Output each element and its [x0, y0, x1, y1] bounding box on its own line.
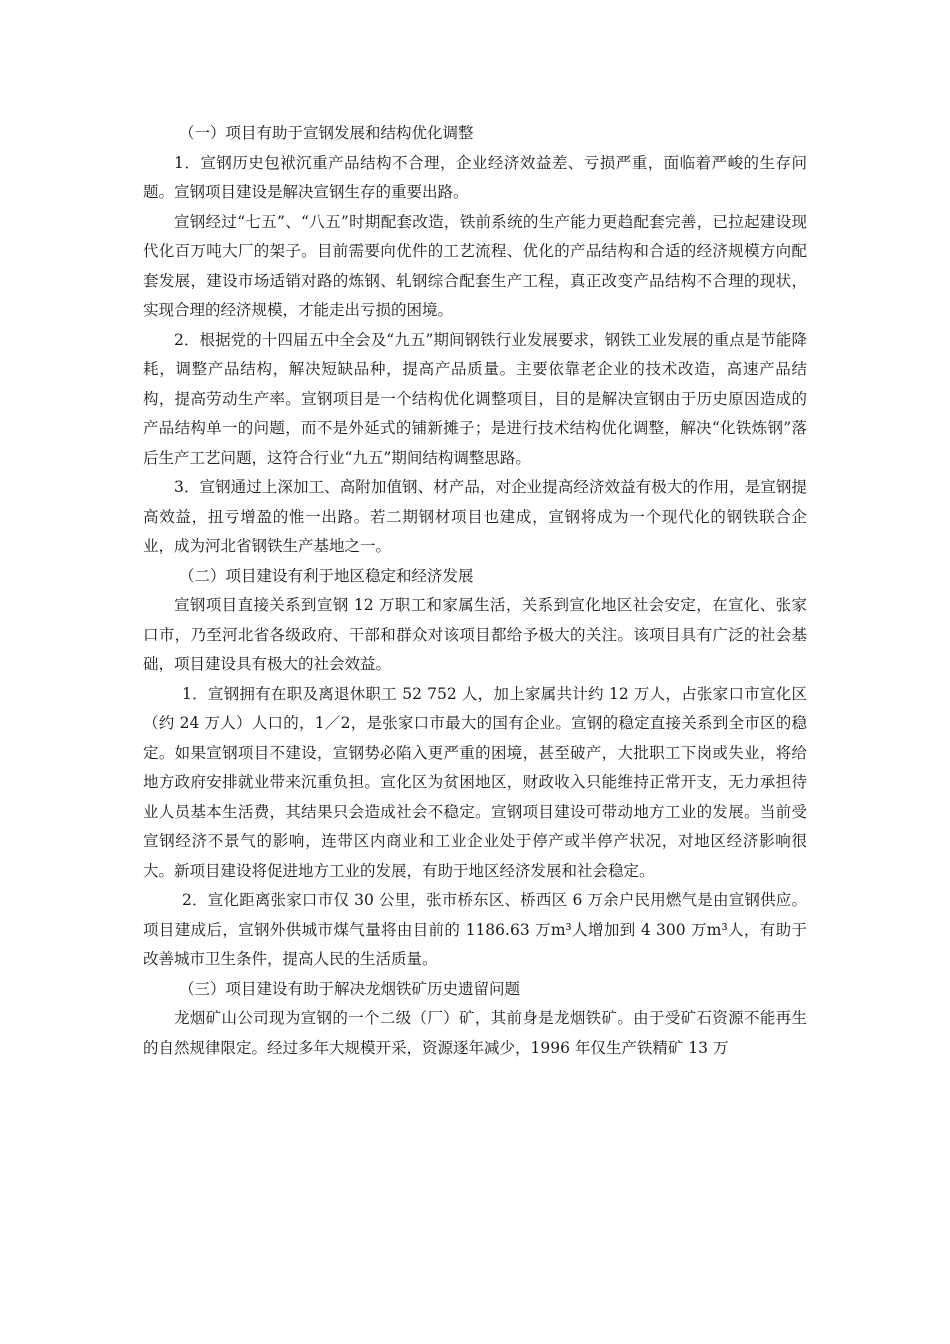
paragraph: 1．宣钢历史包袱沉重产品结构不合理，企业经济效益差、亏损严重，面临着严峻的生存问题。宣钢项目建设是解决宣钢生存的重要出路。 — [143, 153, 807, 201]
paragraph: 宣钢项目直接关系到宣钢 12 万职工和家属生活，关系到宣化地区社会安定，在宣化、张家口市，乃至河北省各级政府、干部和群众对该项目都给予极大的关注。该项目具有广泛的社会基础，项目建设具有极大的社会效益。 — [143, 596, 807, 673]
paragraph: 3．宣钢通过上深加工、高附加值钢、材产品，对企业提高经济效益有极大的作用，是宣钢提高效益，扭亏增盈的惟一出路。若二期钢材项目也建成，宣钢将成为一个现代化的钢铁联合企业，成为河北省钢铁生产基地之一。 — [143, 478, 807, 555]
section-heading-2: （二）项目建设有利于地区稳定和经济发展 — [179, 566, 474, 585]
section-heading-3: （三）项目建设有助于解决龙烟铁矿历史遗留问题 — [179, 979, 521, 998]
paragraph: 宣钢经过“七五”、“八五”时期配套改造，铁前系统的生产能力更趋配套完善，已拉起建设现代化百万吨大厂的架子。目前需要向优件的工艺流程、优化的产品结构和合适的经济规模方向配套发展，建设市场适销对路的炼钢、轧钢综合配套生产工程，真正改变产品结构不合理的现状，实现合理的经济规模，才能走出亏损的困境。 — [143, 212, 807, 319]
paragraph: 2．宣化距离张家口市仅 30 公里，张市桥东区、桥西区 6 万余户民用燃气是由宣钢供应。项目建成后，宣钢外供城市煤气量将由目前的 1186.63 万m³人增加到 4 300 万m³人，有助于改善城市卫生条件，提高人民的生活质量。 — [143, 891, 807, 968]
paragraph: 1．宣钢拥有在职及离退休职工 52 752 人，加上家属共计约 12 万人，占张家口市宣化区（约 24 万人）人口的，1／2，是张家口市最大的国有企业。宣钢的稳定直接关系到全市区的稳定。如果宣钢项目不建设，宣钢势必陷入更严重的困境，甚至破产，大批职工下岗或失业，将给地方政府安排就业带来沉重负担。宣化区为贫困地区，财政收入只能维持正常开支，无力承担待业人员基本生活费，其结果只会造成社会不稳定。宣钢项目建设可带动地方工业的发展。当前受宣钢经济不景气的影响，连带区内商业和工业企业处于停产或半停产状况，对地区经济影响很大。新项目建设将促进地方工业的发展，有助于地区经济发展和社会稳定。 — [143, 684, 807, 880]
document-body — [143, 119, 807, 1063]
paragraph: 龙烟矿山公司现为宣钢的一个二级（厂）矿，其前身是龙烟铁矿。由于受矿石资源不能再生的自然规律限定。经过多年大规模开采，资源逐年减少，1996 年仅生产铁精矿 13 万 — [143, 1009, 807, 1057]
section-heading-1: （一）项目有助于宣钢发展和结构优化调整 — [179, 124, 474, 142]
paragraph: 2．根据党的十四届五中全会及“九五”期间钢铁行业发展要求，钢铁工业发展的重点是节能降耗，调整产品结构，解决短缺品种，提高产品质量。主要依靠老企业的技术改造，高速产品结构，提高劳动生产率。宣钢项目是一个结构优化调整项目，目的是解决宣钢由于历史原因造成的产品结构单一的问题，而不是外延式的铺新摊子；是进行技术结构优化调整，解决“化铁炼钢”落后生产工艺问题，这符合行业“九五”期间结构调整思路。 — [143, 330, 807, 467]
